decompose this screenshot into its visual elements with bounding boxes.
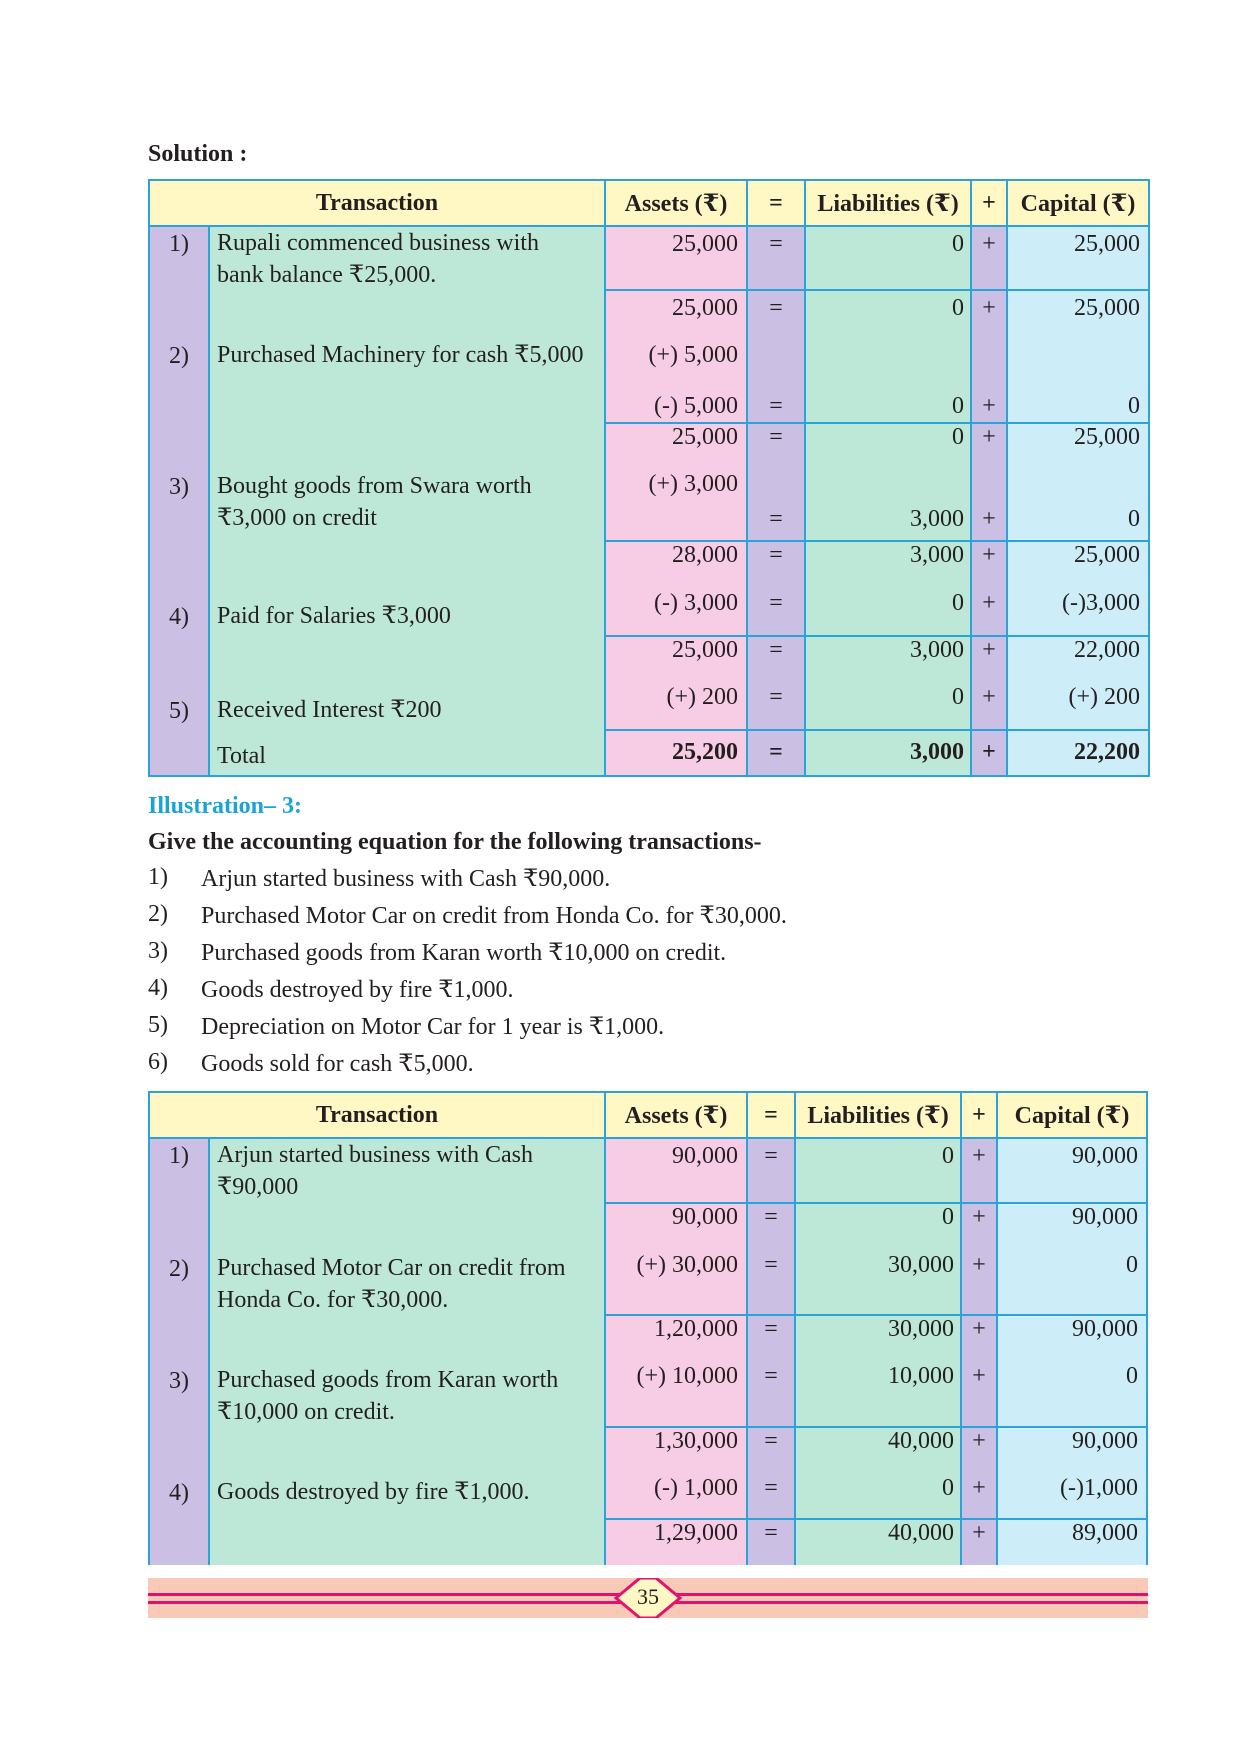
row-number: 3)	[169, 474, 189, 500]
list-item	[148, 901, 787, 938]
assets-value: 1,20,000	[654, 1316, 739, 1342]
assets-value: (-) 3,000	[654, 590, 739, 616]
equals-sign: =	[769, 684, 783, 710]
capital-value: 25,000	[1074, 424, 1141, 450]
equals-sign: =	[764, 1316, 778, 1342]
liabilities-value: 0	[952, 684, 965, 710]
illustration-question: Give the accounting equation for the following transactions-	[148, 829, 762, 855]
assets-value: 90,000	[672, 1143, 739, 1169]
liabilities-value: 0	[942, 1204, 955, 1230]
plus-sign: +	[972, 1428, 986, 1454]
liabilities-value: 10,000	[888, 1363, 955, 1389]
total-liabilities: 3,000	[910, 739, 965, 765]
plus-sign: +	[972, 1143, 986, 1169]
equals-sign: =	[764, 1520, 778, 1546]
capital-value: 22,000	[1074, 637, 1141, 663]
list-item-text: Purchased Motor Car on credit from Honda Co. for ₹30,000.	[201, 903, 787, 929]
list-item	[148, 1049, 787, 1086]
list-item-number: 6)	[148, 1049, 168, 1075]
capital-value: 90,000	[1072, 1143, 1139, 1169]
plus-sign: +	[982, 393, 996, 419]
transaction-desc: Arjun started business with Cash ₹90,000	[217, 1142, 533, 1200]
transaction-desc: Received Interest ₹200	[217, 697, 442, 723]
list-item-text: Goods sold for cash ₹5,000.	[201, 1051, 474, 1077]
liabilities-value: 3,000	[910, 637, 965, 663]
liabilities-value: 0	[952, 590, 965, 616]
col-header-capital: Capital (₹)	[997, 1092, 1147, 1138]
plus-sign: +	[982, 590, 996, 616]
transaction-desc: Purchased Motor Car on credit from Honda Co. for ₹30,000.	[217, 1255, 566, 1313]
capital-value: 25,000	[1074, 542, 1141, 568]
solution-heading: Solution :	[148, 141, 248, 167]
assets-value: 25,000	[672, 424, 739, 450]
row-number: 1)	[169, 231, 189, 257]
equals-sign: =	[764, 1252, 778, 1278]
col-header-liabilities: Liabilities (₹)	[795, 1092, 961, 1138]
liabilities-value: 3,000	[910, 506, 965, 532]
list-item-text: Goods destroyed by fire ₹1,000.	[201, 977, 514, 1003]
list-item-text: Arjun started business with Cash ₹90,000.	[201, 866, 611, 892]
capital-value: 90,000	[1072, 1316, 1139, 1342]
equals-sign: =	[769, 506, 783, 532]
assets-value: 1,30,000	[654, 1428, 739, 1454]
equals-sign: =	[769, 590, 783, 616]
assets-value: (+) 5,000	[648, 342, 739, 368]
list-item-text: Depreciation on Motor Car for 1 year is ₹1,000.	[201, 1014, 665, 1040]
equals-sign: =	[769, 231, 783, 257]
plus-sign: +	[982, 295, 996, 321]
liabilities-value: 30,000	[888, 1252, 955, 1278]
col-header-assets: Assets (₹)	[605, 1092, 747, 1138]
equals-sign: =	[769, 637, 783, 663]
capital-value: 0	[1126, 1252, 1139, 1278]
row-number: 3)	[169, 1368, 189, 1394]
equals-sign: =	[764, 1475, 778, 1501]
col-header-transaction: Transaction	[149, 180, 605, 226]
liabilities-value: 0	[952, 424, 965, 450]
col-header-equals: =	[747, 180, 805, 226]
plus-sign: +	[982, 506, 996, 532]
equals-sign: =	[764, 1363, 778, 1389]
capital-value: 90,000	[1072, 1428, 1139, 1454]
assets-value: 25,000	[672, 637, 739, 663]
liabilities-value: 40,000	[888, 1428, 955, 1454]
assets-value: 25,000	[672, 231, 739, 257]
page-number: 35	[637, 1584, 659, 1609]
equals-sign: =	[769, 542, 783, 568]
list-item-number: 5)	[148, 1012, 168, 1038]
capital-value: (-)3,000	[1062, 590, 1141, 616]
row-number: 2)	[169, 1256, 189, 1282]
liabilities-value: 0	[942, 1143, 955, 1169]
total-capital: 22,200	[1074, 739, 1141, 765]
list-item-number: 4)	[148, 975, 168, 1001]
transaction-desc: Purchased goods from Karan worth ₹10,000 on credit.	[217, 1367, 559, 1425]
capital-value: (+) 200	[1068, 684, 1141, 710]
illustration-title: Illustration– 3:	[148, 793, 303, 819]
liabilities-value: 3,000	[910, 542, 965, 568]
liabilities-value: 0	[942, 1475, 955, 1501]
plus-sign: +	[972, 1520, 986, 1546]
plus-sign: +	[972, 1363, 986, 1389]
liabilities-value: 40,000	[888, 1520, 955, 1546]
page-footer	[148, 1578, 1148, 1618]
capital-value: 25,000	[1074, 295, 1141, 321]
capital-value: 25,000	[1074, 231, 1141, 257]
assets-value: (-) 1,000	[654, 1475, 739, 1501]
plus-sign: +	[982, 424, 996, 450]
assets-value: (+) 200	[666, 684, 739, 710]
transaction-list	[148, 864, 787, 1086]
assets-value: 90,000	[672, 1204, 739, 1230]
plus-sign: +	[982, 739, 996, 765]
assets-value: (+) 3,000	[648, 471, 739, 497]
list-item-number: 2)	[148, 901, 168, 927]
row-number: 2)	[169, 343, 189, 369]
equals-sign: =	[769, 424, 783, 450]
illustration-table	[148, 1091, 1148, 1565]
capital-value: (-)1,000	[1060, 1475, 1139, 1501]
col-header-capital: Capital (₹)	[1007, 180, 1149, 226]
solution-table	[148, 179, 1150, 777]
assets-value: (+) 30,000	[636, 1252, 739, 1278]
transaction-desc: Rupali commenced business with bank balance ₹25,000.	[217, 230, 539, 288]
col-header-assets: Assets (₹)	[605, 180, 747, 226]
list-item	[148, 864, 787, 901]
assets-value: 25,000	[672, 295, 739, 321]
total-assets: 25,200	[672, 739, 739, 765]
list-item	[148, 1012, 787, 1049]
transaction-desc: Purchased Machinery for cash ₹5,000	[217, 342, 584, 368]
equals-sign: =	[764, 1204, 778, 1230]
plus-sign: +	[972, 1316, 986, 1342]
plus-sign: +	[982, 231, 996, 257]
transaction-desc: Paid for Salaries ₹3,000	[217, 603, 451, 629]
transaction-desc: Goods destroyed by fire ₹1,000.	[217, 1479, 530, 1505]
list-item	[148, 938, 787, 975]
row-number: 4)	[169, 604, 189, 630]
col-header-equals: =	[747, 1092, 795, 1138]
total-label: Total	[217, 743, 266, 769]
assets-value: (+) 10,000	[636, 1363, 739, 1389]
col-header-liabilities: Liabilities (₹)	[805, 180, 971, 226]
liabilities-value: 30,000	[888, 1316, 955, 1342]
capital-value: 0	[1128, 393, 1141, 419]
equals-sign: =	[764, 1428, 778, 1454]
liabilities-value: 0	[952, 231, 965, 257]
capital-value: 0	[1126, 1363, 1139, 1389]
capital-value: 89,000	[1072, 1520, 1139, 1546]
plus-sign: +	[972, 1252, 986, 1278]
plus-sign: +	[982, 542, 996, 568]
list-item	[148, 975, 787, 1012]
plus-sign: +	[972, 1475, 986, 1501]
assets-value: (-) 5,000	[654, 393, 739, 419]
row-number: 5)	[169, 698, 189, 724]
list-item-number: 3)	[148, 938, 168, 964]
plus-sign: +	[982, 684, 996, 710]
row-number: 1)	[169, 1143, 189, 1169]
plus-sign: +	[982, 637, 996, 663]
table-row	[149, 226, 1149, 290]
equals-sign: =	[764, 1143, 778, 1169]
row-number: 4)	[169, 1480, 189, 1506]
assets-value: 28,000	[672, 542, 739, 568]
equals-sign: =	[769, 393, 783, 419]
transaction-desc: Bought goods from Swara worth ₹3,000 on credit	[217, 473, 532, 531]
capital-value: 0	[1128, 506, 1141, 532]
plus-sign: +	[972, 1204, 986, 1230]
col-header-transaction: Transaction	[149, 1092, 605, 1138]
col-header-plus: +	[971, 180, 1007, 226]
list-item-text: Purchased goods from Karan worth ₹10,000 on credit.	[201, 940, 727, 966]
assets-value: 1,29,000	[654, 1520, 739, 1546]
list-item-number: 1)	[148, 864, 168, 890]
liabilities-value: 0	[952, 295, 965, 321]
equals-sign: =	[769, 739, 783, 765]
liabilities-value: 0	[952, 393, 965, 419]
equals-sign: =	[769, 295, 783, 321]
table-row	[149, 1138, 1147, 1203]
capital-value: 90,000	[1072, 1204, 1139, 1230]
col-header-plus: +	[961, 1092, 997, 1138]
